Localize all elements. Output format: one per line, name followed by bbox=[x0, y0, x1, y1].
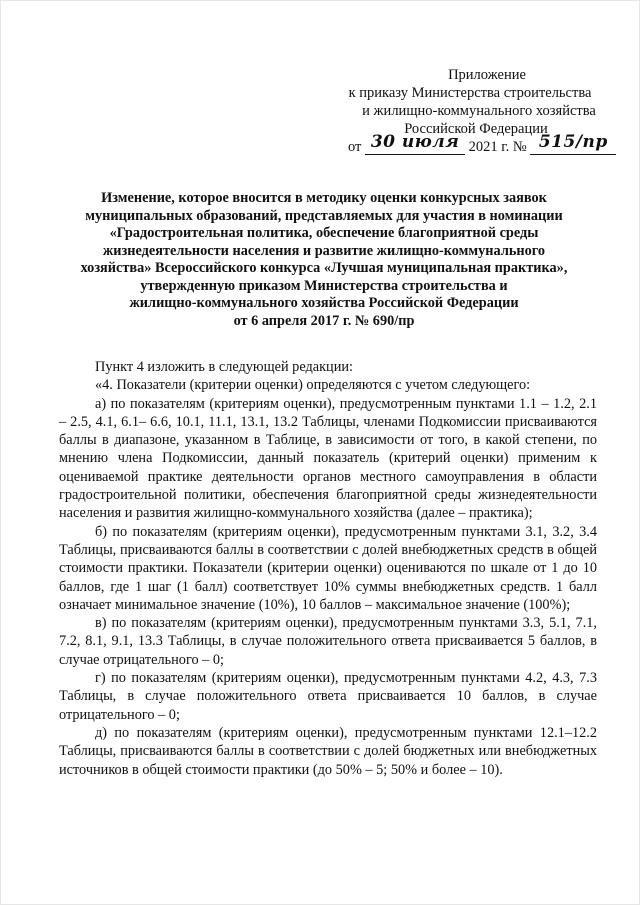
paragraph-point-4: «4. Показатели (критерии оценки) определяются с учетом следующего: bbox=[95, 377, 531, 394]
order-reference-line-1: к приказу Министерства строительства bbox=[348, 85, 592, 101]
title-line-4: жизнедеятельности населения и развитие жилищно-коммунального bbox=[102, 242, 546, 259]
handwritten-number: 515/пр bbox=[538, 132, 608, 152]
title-line-8: от 6 апреля 2017 г. № 690/пр bbox=[233, 312, 415, 329]
title-line-7: жилищно-коммунального хозяйства Российской Федерации bbox=[129, 295, 519, 311]
handwritten-date: 30 июля bbox=[370, 132, 460, 152]
date-prefix: от bbox=[348, 139, 362, 155]
date-year: 2021 г. № bbox=[468, 139, 527, 155]
paragraph-g: г) по показателям (критериям оценки), предусмотренным пунктами 4.2, 4.3, 7.3 Таблицы, в случае положительного ответа присваивается 10 баллов, в случае отрицательного – 0; bbox=[59, 670, 597, 723]
paragraph-a: а) по показателям (критериям оценки), предусмотренным пунктами 1.1 – 1.2, 2.1 – 2.5, 4.1, 6.1– 6.6, 10.1, 11.1, 13.1, 13.2 Таблицы, членами Подкомиссии присваиваются баллы в диапазоне, указанном в Таблице, в зависимости от того, в какой степени, по мнению члена Подкомиссии, данный показатель (критерий оценки) применим к оцениваемой практике деятельности органов местного самоуправления в области градостроительной политики, обеспечения благоприятной среды жизнедеятельности населения и развития жилищно-коммунального хозяйства (далее – практика); bbox=[59, 395, 597, 522]
title-line-5: хозяйства» Всероссийского конкурса «Лучшая муниципальная практика», bbox=[80, 260, 568, 276]
order-reference-line-2: и жилищно-коммунального хозяйства bbox=[362, 103, 596, 119]
paragraph-b: б) по показателям (критериям оценки), предусмотренным пунктами 3.1, 3.2, 3.4 Таблицы, присваиваются баллы в соответствии с долей внебюджетных средств в общей стоимости практики. Показатели (критерии оценки) оцениваются по шкале от 1 до 10 баллов, где 1 шаг (1 балл) соответствует 10% суммы внебюджетных средств. 1 балл означает минимальное значение (10%), 10 баллов – максимальное значение (100%); bbox=[59, 523, 597, 613]
order-date-line bbox=[320, 132, 620, 156]
title-line-1: Изменение, которое вносится в методику оценки конкурсных заявок bbox=[101, 190, 547, 206]
appendix-header bbox=[320, 66, 620, 156]
paragraph-v: в) по показателям (критериям оценки), предусмотренным пунктами 3.3, 5.1, 7.1, 7.2, 8.1, 9.1, 13.3 Таблицы, в случае положительного ответа присваивается 5 баллов, в случае отрицательного – 0; bbox=[59, 615, 597, 668]
document-title bbox=[44, 190, 604, 330]
title-line-2: муниципальных образований, представляемых для участия в номинации bbox=[85, 207, 563, 224]
document-body bbox=[59, 358, 597, 779]
appendix-label: Приложение bbox=[448, 67, 526, 83]
title-line-6: утвержденную приказом Министерства строительства и bbox=[140, 277, 508, 294]
date-field bbox=[365, 132, 465, 155]
paragraph-intro: Пункт 4 изложить в следующей редакции: bbox=[95, 359, 353, 375]
number-field bbox=[530, 132, 616, 155]
paragraph-d: д) по показателям (критериям оценки), предусмотренным пунктами 12.1–12.2 Таблицы, присваиваются баллы в соответствии с долей бюджетных или внебюджетных источников в общей стоимости практики (до 50% – 5; 50% и более – 10). bbox=[59, 724, 597, 778]
title-line-3: «Градостроительная политика, обеспечение благоприятной среды bbox=[109, 225, 539, 241]
order-reference-line-3: Российской Федерации bbox=[404, 121, 548, 137]
